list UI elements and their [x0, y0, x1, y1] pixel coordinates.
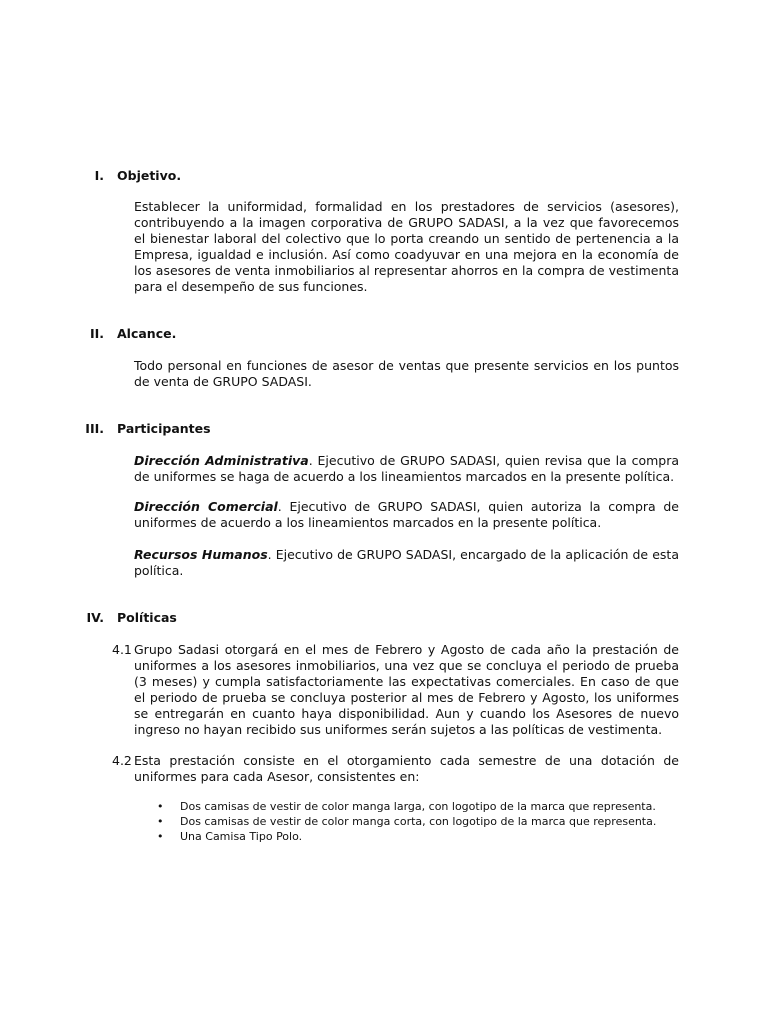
- policy-text: Grupo Sadasi otorgará en el mes de Febrero y Agosto de cada año la prestación de uniformes a los asesores inmobiliarios, una vez que se concluya el periodo de prueba (3 meses) y cumpla satisfactoriamente las expectativas comerciales. En caso de que el periodo de prueba se concluya posterior al mes de Febrero y Agosto, los uniformes se entregarán en cuanto haya disponibilidad. Aun y cuando los Asesores de nuevo ingreso no hayan recibido sus uniformes serán sujetos a las políticas de vestimenta.: [134, 642, 679, 737]
- participant-description: . Ejecutivo de GRUPO SADASI, quien revisa que la compra de uniformes se haga de acuerdo a los lineamientos marcados en la presente política.: [134, 453, 680, 484]
- policy-text: Esta prestación consiste en el otorgamiento cada semestre de una dotación de uniformes para cada Asesor, consistentes en:: [134, 753, 679, 784]
- section-number: I.: [94, 168, 104, 183]
- list-item: [157, 829, 697, 844]
- section-title: Objetivo.: [117, 168, 182, 183]
- participant-name: Dirección Administrativa: [134, 453, 309, 468]
- participant-name: Dirección Comercial: [134, 499, 278, 514]
- bullet-icon: •: [157, 830, 164, 843]
- objetivo-paragraph: Establecer la uniformidad, formalidad en los prestadores de servicios (asesores), contribuyendo a la imagen corporativa de GRUPO SADASI, a la vez que favorecemos el bienestar laboral del colectivo que lo porta creando un sentido de pertenencia a la Empresa, igualdad e inclusión. Así como coadyuvar en una mejora en la economía de los asesores de venta inmobiliarios al representar ahorros en la compra de vestimenta para el desempeño de sus funciones.: [134, 199, 679, 294]
- alcance-paragraph: Todo personal en funciones de asesor de ventas que presente servicios en los puntos de venta de GRUPO SADASI.: [134, 358, 679, 389]
- list-item-text: Dos camisas de vestir de color manga larga, con logotipo de la marca que representa.: [180, 800, 656, 813]
- participant-description: . Ejecutivo de GRUPO SADASI, encargado de la aplicación de esta política.: [134, 547, 679, 578]
- participant-direccion-administrativa: [134, 453, 679, 485]
- participant-description: . Ejecutivo de GRUPO SADASI, quien autoriza la compra de uniformes de acuerdo a los lineamientos marcados en la presente política.: [134, 499, 679, 530]
- participant-direccion-comercial: [134, 499, 679, 531]
- list-item: [157, 799, 697, 814]
- bullet-icon: •: [157, 800, 164, 813]
- section-title: Políticas: [117, 610, 177, 625]
- section-number: III.: [85, 421, 104, 436]
- section-number: IV.: [86, 610, 104, 625]
- section-title: Alcance.: [117, 326, 177, 341]
- policy-number: 4.1: [112, 642, 132, 657]
- bullet-icon: •: [157, 815, 164, 828]
- participant-name: Recursos Humanos: [134, 547, 268, 562]
- policy-number: 4.2: [112, 753, 132, 768]
- list-item: [157, 814, 697, 829]
- section-title: Participantes: [117, 421, 211, 436]
- uniform-bullet-list: [157, 799, 697, 844]
- list-item-text: Dos camisas de vestir de color manga corta, con logotipo de la marca que representa.: [180, 815, 657, 828]
- section-number: II.: [89, 326, 104, 341]
- participant-recursos-humanos: [134, 547, 679, 579]
- list-item-text: Una Camisa Tipo Polo.: [180, 830, 303, 843]
